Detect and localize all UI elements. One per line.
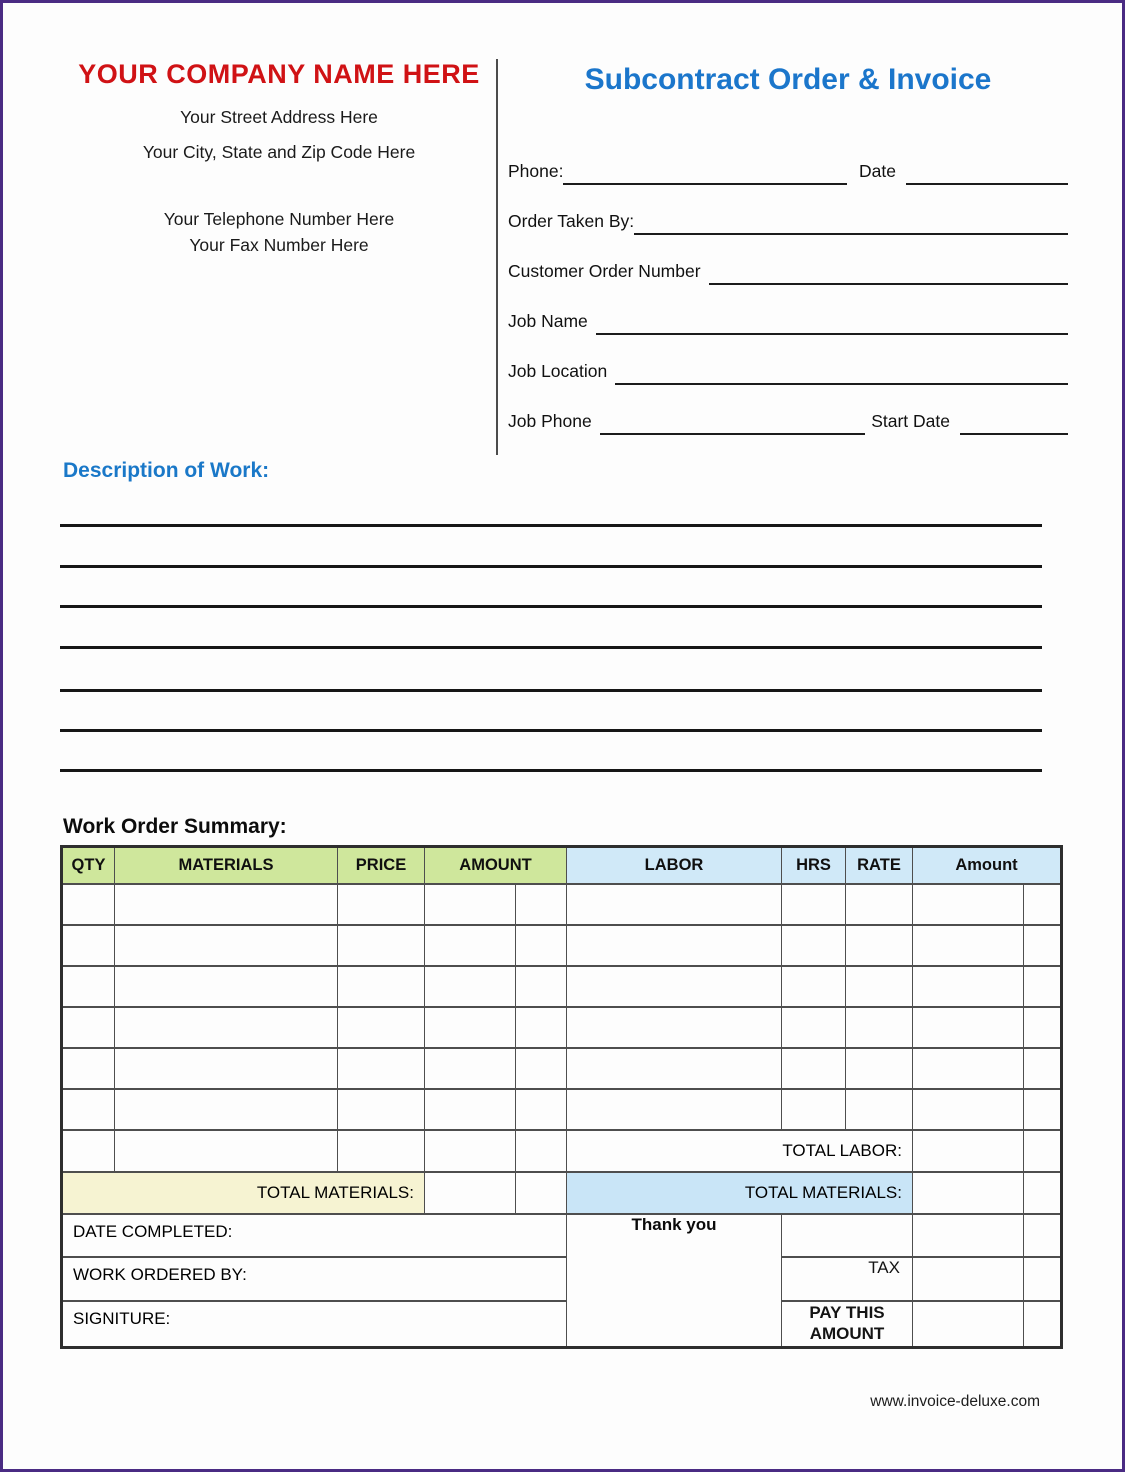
phone-date-row	[508, 155, 1068, 182]
summary-empty-cell	[115, 884, 338, 925]
company-fax: Your Fax Number Here	[189, 235, 369, 255]
summary-empty-cell	[846, 1048, 913, 1089]
work-ordered-by-row	[62, 1257, 1062, 1301]
summary-empty-cell	[62, 1130, 115, 1172]
summary-empty-cell	[782, 1007, 846, 1048]
summary-empty-cell	[62, 1007, 115, 1048]
description-blank-line	[60, 769, 1042, 772]
col-header-materials: MATERIALS	[115, 847, 338, 884]
date-fill-line	[906, 183, 1068, 185]
tax-value-cell	[913, 1257, 1024, 1301]
total-labor-row	[62, 1130, 1062, 1172]
summary-empty-cell	[1024, 1214, 1062, 1257]
summary-empty-cell	[62, 966, 115, 1007]
summary-empty-cell	[846, 925, 913, 966]
summary-empty-cell	[1024, 1048, 1062, 1089]
summary-empty-cell	[782, 884, 846, 925]
summary-empty-cell	[1024, 1007, 1062, 1048]
pay-this-amount-label: PAY THIS AMOUNT	[782, 1301, 913, 1348]
summary-empty-cell	[338, 1130, 425, 1172]
description-blank-line	[60, 646, 1042, 649]
summary-empty-cell	[846, 1007, 913, 1048]
total-materials-right-cents-cell	[1024, 1172, 1062, 1214]
date-completed-label: DATE COMPLETED:	[62, 1214, 567, 1257]
summary-empty-cell	[567, 1007, 782, 1048]
thank-you-text: Thank you	[567, 1214, 782, 1348]
summary-empty-cell	[913, 884, 1024, 925]
summary-empty-cell	[425, 966, 516, 1007]
summary-empty-cell	[846, 966, 913, 1007]
summary-empty-cell	[567, 1089, 782, 1130]
description-blank-line	[60, 565, 1042, 568]
col-header-rate: RATE	[846, 847, 913, 884]
total-materials-right-value-cell	[913, 1172, 1024, 1214]
customer-order-number-fill-line	[709, 283, 1068, 285]
summary-empty-cell	[338, 1007, 425, 1048]
summary-empty-cell	[913, 1089, 1024, 1130]
summary-empty-cell	[782, 1214, 913, 1257]
job-name-fill-line	[596, 333, 1068, 335]
col-header-price: PRICE	[338, 847, 425, 884]
description-blank-line	[60, 689, 1042, 692]
summary-empty-cell	[62, 1048, 115, 1089]
summary-empty-cell	[115, 1130, 338, 1172]
job-phone-label: Job Phone	[508, 411, 592, 431]
summary-empty-cell	[1024, 966, 1062, 1007]
summary-empty-cell	[115, 1007, 338, 1048]
work-ordered-by-label: WORK ORDERED BY:	[62, 1257, 567, 1301]
job-location-row	[508, 355, 1068, 382]
summary-body-row	[62, 1048, 1062, 1089]
date-completed-row	[62, 1214, 1062, 1257]
job-location-fill-line	[615, 383, 1068, 385]
summary-empty-cell	[62, 1089, 115, 1130]
total-labor-value-cell	[913, 1130, 1024, 1172]
summary-empty-cell	[516, 966, 567, 1007]
summary-empty-cell	[1024, 925, 1062, 966]
company-telephone: Your Telephone Number Here	[163, 209, 395, 229]
company-block	[65, 59, 493, 256]
total-materials-right-label: TOTAL MATERIALS:	[567, 1172, 913, 1214]
col-header-labor: LABOR	[567, 847, 782, 884]
summary-empty-cell	[115, 925, 338, 966]
summary-empty-cell	[338, 1089, 425, 1130]
company-name: YOUR COMPANY NAME HERE	[78, 59, 480, 89]
start-date-label: Start Date	[871, 411, 950, 431]
summary-empty-cell	[567, 925, 782, 966]
total-materials-left-cents-cell	[516, 1172, 567, 1214]
summary-empty-cell	[338, 966, 425, 1007]
summary-empty-cell	[425, 884, 516, 925]
summary-empty-cell	[567, 966, 782, 1007]
total-materials-left-value-cell	[425, 1172, 516, 1214]
footer-website-url: www.invoice-deluxe.com	[870, 1393, 1040, 1410]
summary-empty-cell	[516, 884, 567, 925]
summary-empty-cell	[62, 884, 115, 925]
summary-empty-cell	[913, 1214, 1024, 1257]
total-labor-label: TOTAL LABOR:	[567, 1130, 913, 1172]
summary-empty-cell	[115, 966, 338, 1007]
summary-empty-cell	[913, 1007, 1024, 1048]
summary-body-row	[62, 1089, 1062, 1130]
summary-empty-cell	[567, 1048, 782, 1089]
job-phone-start-date-row	[508, 405, 1068, 432]
col-header-qty: QTY	[62, 847, 115, 884]
customer-order-number-row	[508, 255, 1068, 282]
summary-empty-cell	[338, 925, 425, 966]
summary-empty-cell	[516, 1007, 567, 1048]
job-location-label: Job Location	[508, 361, 608, 381]
summary-body-row	[62, 925, 1062, 966]
order-taken-by-label: Order Taken By:	[508, 211, 635, 231]
summary-empty-cell	[425, 1130, 516, 1172]
summary-empty-cell	[782, 925, 846, 966]
total-labor-cents-cell	[1024, 1130, 1062, 1172]
summary-empty-cell	[115, 1048, 338, 1089]
summary-empty-cell	[516, 1130, 567, 1172]
header-vertical-divider	[496, 59, 498, 455]
summary-empty-cell	[913, 966, 1024, 1007]
company-city-state-zip: Your City, State and Zip Code Here	[142, 142, 416, 162]
tax-label: TAX	[782, 1257, 913, 1301]
description-of-work-heading: Description of Work:	[63, 459, 270, 482]
summary-empty-cell	[516, 1048, 567, 1089]
total-materials-left-label: TOTAL MATERIALS:	[62, 1172, 425, 1214]
col-header-amount: AMOUNT	[425, 847, 567, 884]
summary-empty-cell	[516, 1089, 567, 1130]
summary-body-row	[62, 1007, 1062, 1048]
summary-empty-cell	[913, 1048, 1024, 1089]
summary-empty-cell	[913, 925, 1024, 966]
job-name-row	[508, 305, 1068, 332]
summary-empty-cell	[425, 1048, 516, 1089]
work-order-summary-table	[60, 845, 1063, 1349]
pay-this-amount-value-cell	[913, 1301, 1024, 1348]
start-date-fill-line	[960, 433, 1068, 435]
summary-empty-cell	[115, 1089, 338, 1130]
work-order-summary-heading: Work Order Summary:	[63, 815, 287, 838]
order-taken-by-row	[508, 205, 1068, 232]
signature-label: SIGNITURE:	[62, 1301, 567, 1348]
summary-empty-cell	[338, 884, 425, 925]
col-header-amount2: Amount	[913, 847, 1062, 884]
job-name-label: Job Name	[508, 311, 588, 331]
company-street: Your Street Address Here	[180, 107, 378, 127]
summary-body-row	[62, 884, 1062, 925]
summary-empty-cell	[846, 884, 913, 925]
summary-empty-cell	[516, 925, 567, 966]
summary-header-row	[62, 847, 1062, 884]
summary-empty-cell	[425, 1089, 516, 1130]
pay-this-amount-cents-cell	[1024, 1301, 1062, 1348]
col-header-hrs: HRS	[782, 847, 846, 884]
summary-empty-cell	[846, 1089, 913, 1130]
summary-empty-cell	[782, 1048, 846, 1089]
phone-fill-line	[563, 183, 847, 185]
tax-cents-cell	[1024, 1257, 1062, 1301]
job-phone-fill-line	[600, 433, 866, 435]
summary-body-row	[62, 966, 1062, 1007]
order-taken-by-fill-line	[634, 233, 1068, 235]
summary-empty-cell	[1024, 1089, 1062, 1130]
summary-empty-cell	[425, 1007, 516, 1048]
customer-order-number-label: Customer Order Number	[508, 261, 701, 281]
date-label: Date	[859, 161, 896, 181]
document-title: Subcontract Order & Invoice	[584, 63, 992, 96]
summary-empty-cell	[1024, 884, 1062, 925]
phone-label: Phone:	[508, 161, 564, 181]
summary-empty-cell	[567, 884, 782, 925]
summary-empty-cell	[782, 966, 846, 1007]
summary-empty-cell	[425, 925, 516, 966]
summary-empty-cell	[338, 1048, 425, 1089]
summary-empty-cell	[62, 925, 115, 966]
description-blank-line	[60, 729, 1042, 732]
summary-empty-cell	[782, 1089, 846, 1130]
description-blank-line	[60, 524, 1042, 527]
total-materials-row	[62, 1172, 1062, 1214]
description-blank-line	[60, 605, 1042, 608]
signature-row	[62, 1301, 1062, 1348]
